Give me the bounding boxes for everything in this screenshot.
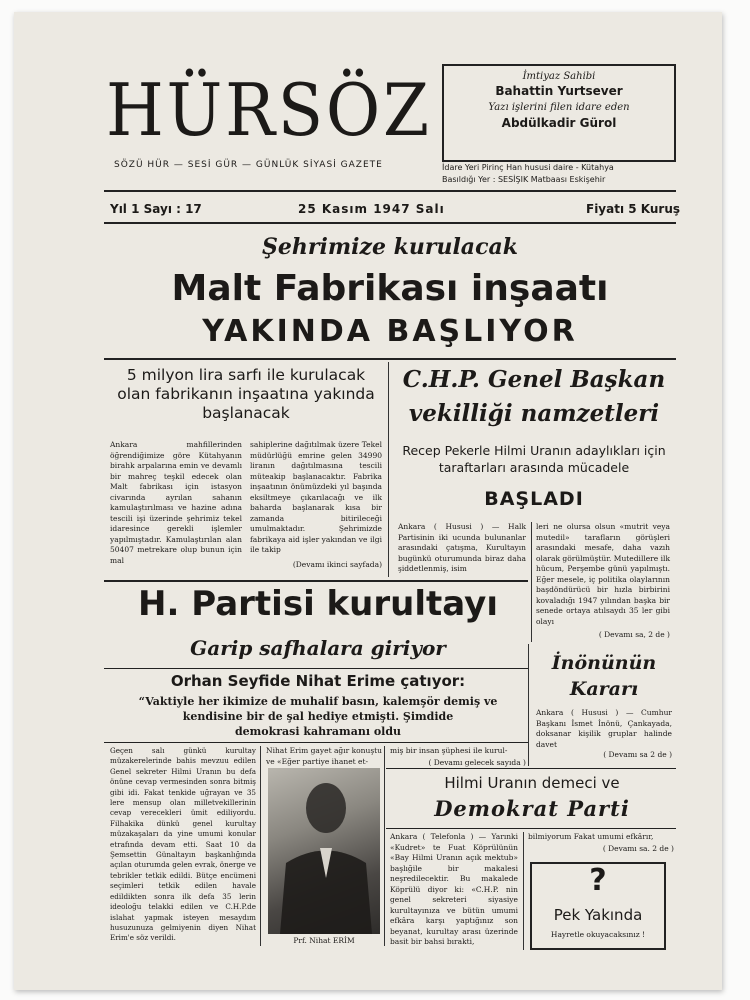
- chp-subheadline-2: BAŞLADI: [484, 488, 584, 510]
- uran-headline-2: Demokrat Parti: [434, 796, 630, 821]
- kurultay-headline: H. Partisi kurultayı: [138, 584, 498, 624]
- malt-body-col-1: Ankara mahfillerinden öğrendiğimize göre Kütahyanın birahk arpalarına emin ve devamlı bir mahreç teşkil edecek olan Malt fabrikası için istasyon civarında ayrılan sahanın kamulaştırılması ve hazine adına tescili işi üzerinde şehrimiz tekel idaresince gerekli işlemler yapılmıştadır. Kamulaştırılan alan 50407 metrekare olup bunun için mal: [110, 440, 242, 565]
- teaser-box: [530, 862, 666, 950]
- issue-date: 25 Kasım 1947 Salı: [298, 202, 445, 216]
- rule-above-kurultay: [104, 580, 528, 582]
- divider-inonu: [528, 644, 529, 766]
- masthead-title: HÜRSÖZ: [106, 68, 432, 152]
- uran-body-col-2: bilmiyorum Fakat umumi efkârır,: [528, 832, 654, 841]
- kurultay-continued: ( Devamı gelecek sayıda ): [428, 758, 526, 767]
- teaser-question-mark: ?: [589, 863, 607, 898]
- chp-headline-2: vekilliği namzetleri: [408, 400, 660, 427]
- imprint-name-editor: Abdülkadir Gürol: [501, 116, 617, 130]
- divider-malt-chp: [388, 362, 389, 577]
- kurultay-body-col-2: Nihat Erim gayet ağır konuştu ve «Eğer partiye ihanet et-: [266, 746, 383, 766]
- kurultay-quote-line-1: “Vaktiyle her ikimize de muhalif basın, kalemşör demiş ve: [138, 695, 498, 708]
- rule-above-uran: [386, 768, 676, 769]
- uran-body-col-1: Ankara ( Telefonla ) — Yarınki «Kudret» te Fuat Köprülünün «Bay Hilmi Uranın açık mektub» başlığile bir makalesi neşredilecektir. Bu makalede Köprülü diyor ki: «C.H.P. nin genel sekreteri siyasiye kurultayınıza ve bütün umumi efkâra karşı yaptığınız son beyanat, kurultay arası üzerinde basit bir bahsi bırakti,: [390, 832, 518, 946]
- kurultay-kicker: Garip safhalara giriyor: [190, 636, 446, 660]
- chp-body-col-2: leri ne olursa olsun «mutrit veya mutedil» tarafların görüşleri arasındaki mesafe, daha vazıh olarak görülmüştür. Mutedillere ilk hücum, Perşembe günü yapılmıştı. Eğer mesele, iç politika olaylarının başdöndürücü bir hızla birbirini kovaladığı 1947 yılından başka bir senede ortaya atılsaydı 35 ler gibi olayı: [536, 522, 670, 626]
- issue-price: Fiyatı 5 Kuruş: [586, 202, 681, 216]
- rule-under-dateline: [104, 222, 676, 224]
- malt-headline: Malt Fabrikası inşaatı: [171, 268, 609, 309]
- malt-kicker: Şehrimize kurulacak: [262, 234, 518, 260]
- kurultay-body-col-1: Geçen salı günkü kurultay müzakerelerinde bahis mevzuu edilen Genel sekreter Hilmi Uranın bu defa önüne cevap vermesinden sonra bitmiş gibi idi. Fakat tenkide uğrayan ve 35 lere mensup olan milletvekillerinin cevap verecekleri ümit ediliyordu. Filhakika dünkü genel kurultay müzakaşaları da yine umumi konular etrafında devam etti. Saat 10 da Şemsettin Günaltayın başkanlığında açılan oturumda gelen evrak, önerge ve tebrikler tetkik edildi. Bütçe encümeni seçimleri tetkik edilen havale edildikten sonra ilk defa 35 lerin ideoloğu telakki edilen ve C.H.P.de islahat yapmak isteyen mesaydım husuzunuza gelmiyenin diyen Nihat Erim'e söz verildi.: [110, 746, 256, 943]
- chp-body-col-1: Ankara ( Hususi ) — Halk Partisinin iki ucunda bulunanlar arasındaki çatışma, Kurultayın bugünkü oturumunda biraz daha şiddetlenmiş, isim: [398, 522, 526, 573]
- imprint-label-owner: İmtiyaz Sahibi: [522, 71, 596, 82]
- malt-continued: (Devamı ikinci sayfada): [292, 560, 382, 569]
- imprint-name-owner: Bahattin Yurtsever: [495, 84, 623, 98]
- kurultay-quote-line-3: demokrasi kahramanı oldu: [234, 725, 402, 738]
- uran-headline-1: Hilmi Uranın demeci ve: [444, 774, 620, 792]
- rule-under-malt: [104, 358, 676, 360]
- portrait-silhouette: [268, 768, 380, 934]
- uran-continued: ( Devamı sa. 2 de ): [602, 844, 674, 853]
- inonu-headline-1: İnönünün: [551, 652, 657, 674]
- newspaper-page: [14, 12, 722, 990]
- kurultay-quote-line-2: kendisine bir de şal hediye etmişti. Şimdide: [182, 710, 454, 723]
- divider-chp-cols: [531, 522, 532, 642]
- chp-continued: ( Devamı sa, 2 de ): [598, 630, 670, 639]
- inonu-headline-2: Kararı: [569, 678, 639, 700]
- divider-uran: [523, 832, 524, 950]
- rule-under-quote: [104, 742, 528, 743]
- divider-kurultay-2: [384, 746, 385, 946]
- masthead-tagline: SÖZÜ HÜR — SESİ GÜR — GÜNLÜK SİYASİ GAZETE: [114, 160, 383, 170]
- malt-body-col-2: sahiplerine dağıtılmak üzere Tekel müdürlüğü emrine gelen 34990 liranın dağıtılmasına tescili müteakip başlanacaktır. Fabrika inşaatının önümüzdeki yıl başında eksiltmeye çıkarılacağı ve ilk baharda başlanarak kısa bir zamanda bitirileceği umulmaktadır. Şehrimizde fabrikaya aid işler yakından ve ilgi ile takip: [250, 440, 382, 554]
- portrait-caption: Prf. Nihat ERİM: [293, 936, 355, 945]
- inonu-body: Ankara ( Hususi ) — Cumhur Başkanı İsmet İnönü, Çankayada, doksanar kişilik gruplar halinde davet: [536, 708, 672, 749]
- imprint-label-editor: Yazı işlerini filen idare eden: [488, 102, 630, 113]
- chp-headline-1: C.H.P. Genel Başkan: [402, 366, 666, 393]
- portrait-photo: [268, 768, 380, 934]
- address-line-1: İdare Yeri Pirinç Han hususi daire - Kütahya: [442, 163, 614, 172]
- inonu-continued: ( Devamı sa 2 de ): [603, 750, 672, 759]
- kurultay-quote: [110, 694, 526, 739]
- teaser-title: Pek Yakında: [553, 906, 643, 924]
- address-line-2: Basıldığı Yer : SESİŞIK Matbaası Eskişehir: [442, 175, 606, 184]
- teaser-subtitle: Hayretle okuyacaksınız !: [550, 930, 646, 939]
- malt-subheadline: 5 milyon lira sarfı ile kurulacak olan fabrikanın inşaatına yakında başlanacak: [117, 366, 375, 422]
- kurultay-subheadline: Orhan Seyfide Nihat Erime çatıyor:: [170, 672, 466, 690]
- rule-under-kurultay-kicker: [104, 668, 528, 669]
- divider-kurultay-1: [260, 746, 261, 946]
- chp-subheadline: Recep Pekerle Hilmi Uranın adaylıkları için taraftarları arasında mücadele: [402, 443, 666, 475]
- kurultay-body-col-3: miş bir insan şüphesi ile kurul-: [390, 746, 508, 755]
- rule-top: [104, 190, 676, 192]
- address-block: [442, 162, 614, 186]
- rule-under-uran: [386, 828, 676, 829]
- malt-headline-2: YAKINDA BAŞLIYOR: [202, 314, 578, 349]
- imprint-box: [442, 64, 676, 162]
- issue-number: Yıl 1 Sayı : 17: [110, 202, 202, 216]
